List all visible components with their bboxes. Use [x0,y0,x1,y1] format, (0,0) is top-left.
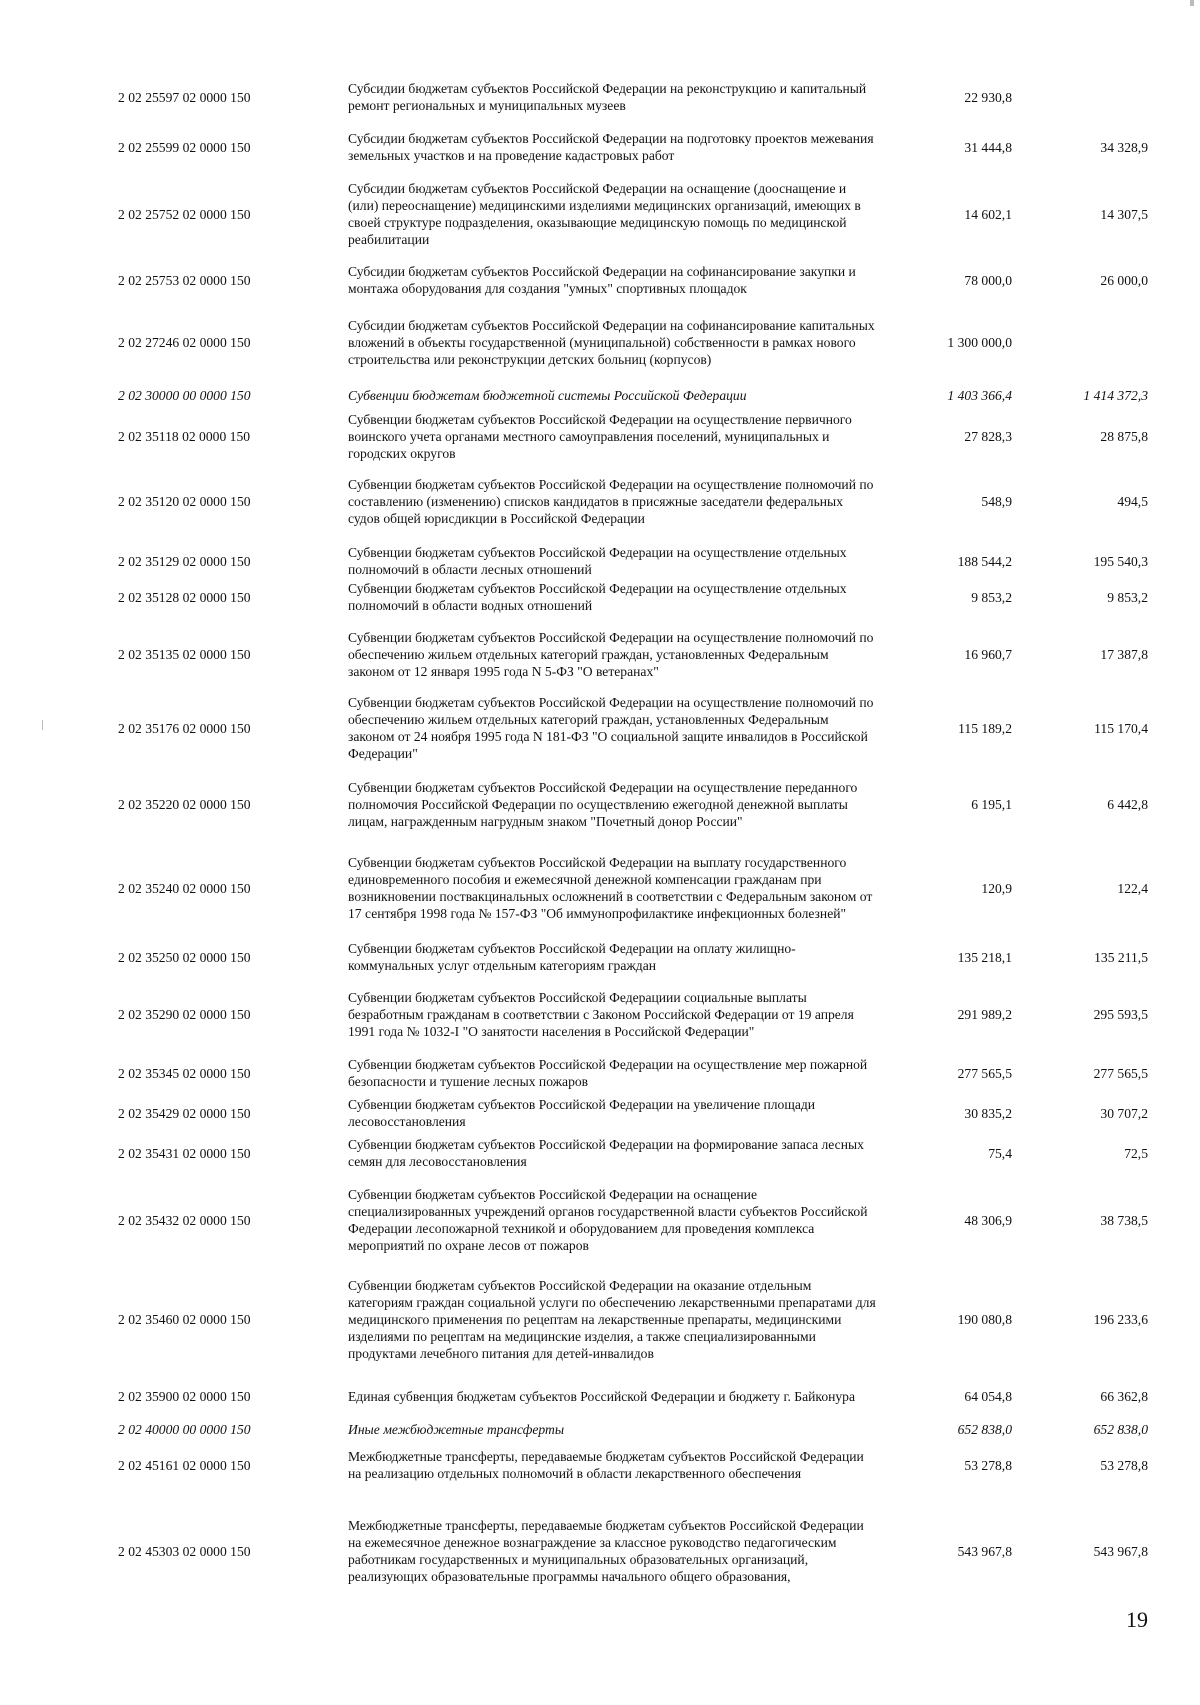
row-code: 2 02 35129 02 0000 150 [118,553,251,569]
row-description: Субвенции бюджетам бюджетной системы Российской Федерации [348,387,747,403]
row-code: 2 02 30000 00 0000 150 [118,387,251,403]
table-row [0,80,1200,114]
row-code: 2 02 35240 02 0000 150 [118,880,251,896]
row-code: 2 02 35432 02 0000 150 [118,1212,251,1228]
row-value-year-2: 494,5 [1117,493,1148,509]
row-value-year-2: 26 000,0 [1100,272,1148,288]
row-code: 2 02 35290 02 0000 150 [118,1006,251,1022]
table-row [0,580,1200,614]
row-description: Субвенции бюджетам субъектов Российской Федерации на выплату государственного единовременного пособия и ежемесячной денежной компенсации гражданам при возникновении поствакцинальных осложнений в соответствии с Федеральным законом от 17 сентября 1998 года № 157-ФЗ "Об иммунопрофилактике инфекционных болезней" [348,855,873,921]
row-code: 2 02 40000 00 0000 150 [118,1421,251,1437]
row-description: Субвенции бюджетам субъектов Российской Федерации на осуществление отдельных полномочий в области лесных отношений [348,545,847,577]
row-code: 2 02 35220 02 0000 150 [118,796,251,812]
row-description: Единая субвенция бюджетам субъектов Российской Федерации и бюджету г. Байконура [348,1388,856,1404]
row-code: 2 02 45161 02 0000 150 [118,1457,251,1473]
row-value-year-1: 53 278,8 [964,1457,1012,1473]
row-value-year-2: 1 414 372,3 [1083,387,1148,403]
table-row [0,308,1200,376]
table-row [0,770,1200,838]
row-value-year-2: 295 593,5 [1093,1006,1148,1022]
row-code: 2 02 25752 02 0000 150 [118,206,251,222]
row-value-year-2: 6 442,8 [1107,796,1148,812]
row-value-year-2: 135 211,5 [1094,949,1148,965]
row-value-year-1: 64 054,8 [964,1388,1012,1404]
row-description: Субвенции бюджетам субъектов Российской Федерации на оснащение специализированных учреждений органов государственной власти субъектов Российской Федерации лесопожарной техникой и оборудованием для проведения комплекса мероприятий по охране лесов от пожаров [348,1187,868,1253]
row-value-year-2: 196 233,6 [1093,1311,1148,1327]
row-description: Субвенции бюджетам субъектов Российской Федерации на оказание отдельным категориям граждан социальной услуги по обеспечению лекарственными препаратами для медицинского применения по рецептам на лекарственные препараты, медицинскими изделиями по рецептам на медицинские изделия, а также специализированными продуктами лечебного питания для детей-инвалидов [348,1277,876,1361]
table-row [0,694,1200,762]
row-description: Субвенции бюджетам субъектов Российской Федерации на осуществление отдельных полномочий в области водных отношений [348,581,847,613]
table-row [0,467,1200,535]
row-code: 2 02 25753 02 0000 150 [118,272,251,288]
table-row [0,1379,1200,1413]
scan-mark [1190,0,1194,6]
row-value-year-1: 31 444,8 [964,139,1012,155]
row-value-year-2: 14 307,5 [1100,206,1148,222]
row-value-year-2: 122,4 [1117,880,1148,896]
row-value-year-2: 72,5 [1124,1145,1148,1161]
row-value-year-1: 120,9 [981,880,1012,896]
row-value-year-2: 652 838,0 [1093,1421,1148,1437]
row-description: Субвенции бюджетам субъектов Российской Федерациии социальные выплаты безработным гражданам в соответствии с Законом Российской Федерации от 19 апреля 1991 года № 1032-I "О занятости населения в Российской Федерации" [348,989,854,1039]
row-description: Субсидии бюджетам субъектов Российской Федерации на оснащение (дооснащение и (или) переоснащение) медицинскими изделиями медицинских организаций, имеющих в своей структуре подразделения, оказывающие медицинскую помощь по медицинской реабилитации [348,181,861,247]
row-value-year-2: 66 362,8 [1100,1388,1148,1404]
row-value-year-1: 188 544,2 [957,553,1012,569]
row-code: 2 02 35135 02 0000 150 [118,646,251,662]
row-code: 2 02 35460 02 0000 150 [118,1311,251,1327]
row-value-year-2: 28 875,8 [1100,428,1148,444]
table-row [0,1178,1200,1263]
row-value-year-1: 22 930,8 [964,89,1012,105]
row-code: 2 02 25599 02 0000 150 [118,139,251,155]
row-code: 2 02 35429 02 0000 150 [118,1105,251,1121]
row-value-year-2: 30 707,2 [1100,1105,1148,1121]
row-description: Субвенции бюджетам субъектов Российской Федерации на осуществление полномочий по обеспечению жильем отдельных категорий граждан, установленных Федеральным законом от 24 ноября 1995 года N 181-ФЗ "О социальной защите инвалидов в Российской Федерации" [348,695,874,761]
row-code: 2 02 35128 02 0000 150 [118,589,251,605]
table-row [0,411,1200,462]
table-row [0,980,1200,1048]
row-value-year-1: 135 218,1 [957,949,1012,965]
row-code: 2 02 35431 02 0000 150 [118,1145,251,1161]
row-value-year-1: 48 306,9 [964,1212,1012,1228]
row-description: Субвенции бюджетам субъектов Российской Федерации на формирование запаса лесных семян для лесовосстановления [348,1137,864,1169]
row-value-year-1: 14 602,1 [964,206,1012,222]
row-code: 2 02 35118 02 0000 150 [118,428,251,444]
row-code: 2 02 35900 02 0000 150 [118,1388,251,1404]
table-row [0,1421,1200,1438]
row-code: 2 02 35345 02 0000 150 [118,1065,251,1081]
row-value-year-1: 543 967,8 [957,1543,1012,1559]
row-description: Субсидии бюджетам субъектов Российской Федерации на подготовку проектов межевания земельных участков и на проведение кадастровых работ [348,131,874,163]
row-description: Субсидии бюджетам субъектов Российской Федерации на софинансирование капитальных вложений в объекты государственной (муниципальной) собственности в рамках нового строительства или реконструкции детских больниц (корпусов) [348,317,875,367]
row-value-year-2: 34 328,9 [1100,139,1148,155]
row-description: Субвенции бюджетам субъектов Российской Федерации на осуществление полномочий по составлению (изменению) списков кандидатов в присяжные заседатели федеральных судов общей юрисдикции в Российской Федерации [348,476,874,526]
row-description: Субвенции бюджетам субъектов Российской Федерации на осуществление мер пожарной безопасности и тушение лесных пожаров [348,1057,868,1089]
row-value-year-2: 38 738,5 [1100,1212,1148,1228]
row-code: 2 02 35176 02 0000 150 [118,720,251,736]
row-description: Субвенции бюджетам субъектов Российской Федерации на осуществление первичного воинского учета органами местного самоуправления поселений, муниципальных и городских округов [348,411,852,461]
row-value-year-2: 277 565,5 [1093,1065,1148,1081]
row-code: 2 02 25597 02 0000 150 [118,89,251,105]
row-code: 2 02 35250 02 0000 150 [118,949,251,965]
row-description: Межбюджетные трансферты, передаваемые бюджетам субъектов Российской Федерации на ежемесячное денежное вознаграждение за классное руководство педагогическим работникам государственных и муниципальных образовательных организаций, реализующих образовательные программы начального общего образования, [348,1518,864,1584]
row-description: Субвенции бюджетам субъектов Российской Федерации на оплату жилищно-коммунальных услуг отдельным категориям граждан [348,941,796,973]
row-value-year-1: 1 403 366,4 [947,387,1012,403]
row-value-year-2: 195 540,3 [1093,553,1148,569]
page-number: 19 [1126,1607,1148,1632]
row-value-year-2: 17 387,8 [1100,646,1148,662]
row-value-year-1: 115 189,2 [958,720,1012,736]
row-code: 2 02 45303 02 0000 150 [118,1543,251,1559]
row-description: Субсидии бюджетам субъектов Российской Федерации на софинансирование закупки и монтажа оборудования для создания "умных" спортивных площадок [348,264,856,296]
table-row [0,846,1200,931]
row-value-year-2: 53 278,8 [1100,1457,1148,1473]
row-description: Субвенции бюджетам субъектов Российской Федерации на осуществление полномочий по обеспечению жильем отдельных категорий граждан, установленных Федеральным законом от 12 января 1995 года N 5-ФЗ "О ветеранах" [348,629,874,679]
row-value-year-1: 16 960,7 [964,646,1012,662]
row-value-year-1: 27 828,3 [964,428,1012,444]
table-row [0,387,1200,404]
table-row [0,1096,1200,1130]
table-row [0,255,1200,306]
row-value-year-1: 78 000,0 [964,272,1012,288]
table-row [0,1500,1200,1602]
row-description: Межбюджетные трансферты, передаваемые бюджетам субъектов Российской Федерации на реализацию отдельных полномочий в области лекарственного обеспечения [348,1449,864,1481]
row-value-year-1: 277 565,5 [957,1065,1012,1081]
table-row [0,1136,1200,1170]
table-row [0,620,1200,688]
row-description: Иные межбюджетные трансферты [348,1421,565,1437]
table-row [0,180,1200,248]
row-value-year-2: 115 170,4 [1094,720,1148,736]
row-value-year-1: 190 080,8 [957,1311,1012,1327]
row-description: Субвенции бюджетам субъектов Российской Федерации на осуществление переданного полномочия Российской Федерации по осуществлению ежегодной денежной выплаты лицам, награжденным нагрудным знаком "Почетный донор России" [348,779,858,829]
row-value-year-2: 9 853,2 [1107,589,1148,605]
table-row [0,940,1200,974]
row-value-year-1: 291 989,2 [957,1006,1012,1022]
row-value-year-1: 30 835,2 [964,1105,1012,1121]
row-description: Субвенции бюджетам субъектов Российской Федерации на увеличение площади лесовосстановления [348,1097,816,1129]
row-description: Субсидии бюджетам субъектов Российской Федерации на реконструкцию и капитальный ремонт региональных и муниципальных музеев [348,81,867,113]
table-row [0,544,1200,578]
row-value-year-1: 1 300 000,0 [947,334,1012,350]
row-code: 2 02 35120 02 0000 150 [118,493,251,509]
table-row [0,1268,1200,1370]
table-row [0,1440,1200,1491]
row-value-year-2: 543 967,8 [1093,1543,1148,1559]
table-row [0,122,1200,173]
row-code: 2 02 27246 02 0000 150 [118,334,251,350]
table-row [0,1056,1200,1090]
row-value-year-1: 6 195,1 [971,796,1012,812]
row-value-year-1: 652 838,0 [957,1421,1012,1437]
row-value-year-1: 9 853,2 [971,589,1012,605]
row-value-year-1: 548,9 [981,493,1012,509]
row-value-year-1: 75,4 [988,1145,1012,1161]
